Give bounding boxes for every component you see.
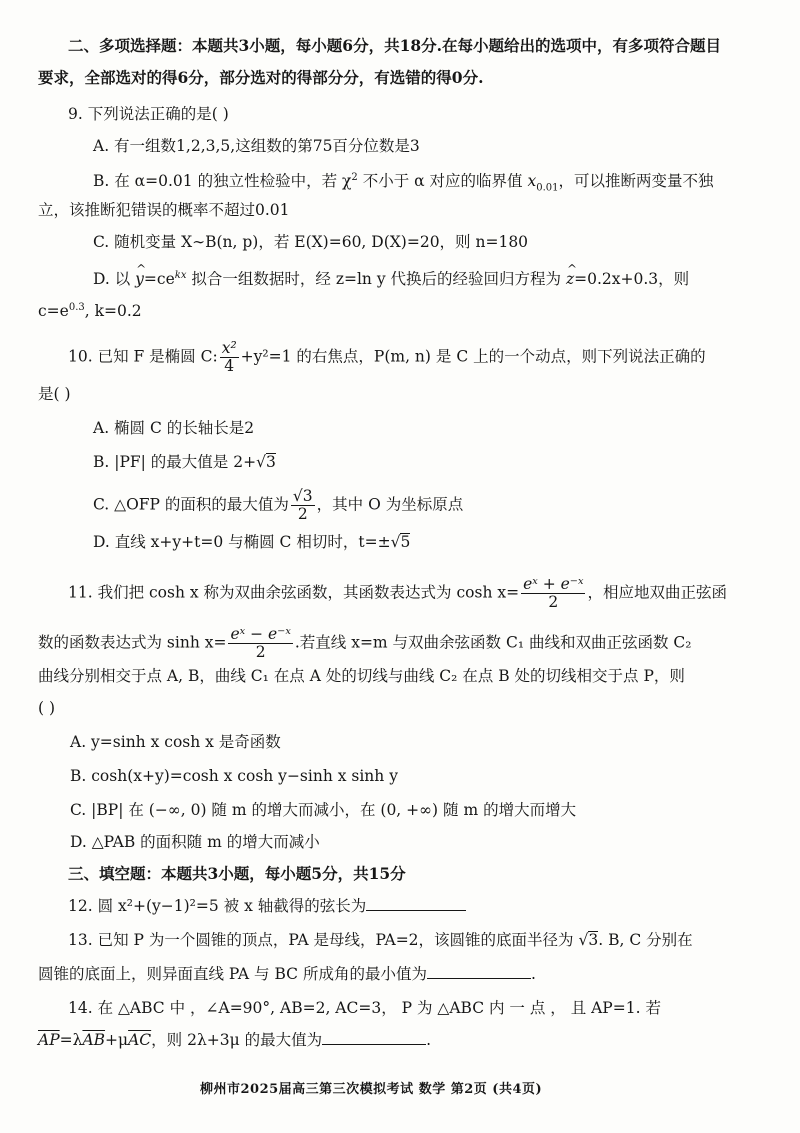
q11-line2: 数的函数表达式为 sinh x= $\frac{\text{eˣ − e⁻ˣ}}{2}$ .若直线 x=m 与双曲余弦函数 C₁ 曲线和双曲正弦函数 C₂ xyxy=(38,625,692,661)
q9-option-a: A. 有一组数1,2,3,5,这组数的第75百分位数是3 xyxy=(93,137,420,155)
section2-header: 二、多项选择题：本题共3小题，每小题6分，共18分.在每小题给出的选项中，有多项符合题目 xyxy=(68,36,722,55)
q11-stem: 11. 我们把 cosh x 称为双曲余弦函数，其函数表达式为 cosh x= $\frac{\text{eˣ + e⁻ˣ}}{2}$ ，相应地双曲正弦函 xyxy=(68,575,727,611)
q10-stem: 10. 已知 F 是椭圆 C: $\frac{\text{x²}}{4}$ +y²=1 的右焦点，P(m, n) 是 C 上的一个动点，则下列说法正确的 xyxy=(68,339,706,375)
q12-answer-blank xyxy=(366,896,466,911)
q9-option-d: D. 以 ^ $y=ce^{kx}$ 拟合一组数据时，经 z=ln y 代换后的经验回归方程为 ^ z=0.2x+0.3，则 xyxy=(93,266,689,289)
q13-line1: 13. 已知 P 为一个圆锥的顶点，PA 是母线，PA=2，该圆锥的底面半径为 √3. B, C 分别在 xyxy=(68,931,693,949)
q9-option-b-cont: 立，该推断犯错误的概率不超过0.01 xyxy=(38,201,290,219)
q11-option-a: A. y=sinh x cosh x 是奇函数 xyxy=(70,733,281,751)
page-footer: 柳州市2025届高三第三次模拟考试 数学 第2页 (共4页) xyxy=(200,1082,543,1097)
section2-header-cont: 要求，全部选对的得6分，部分选对的得部分分，有选错的得0分. xyxy=(38,68,484,87)
q11-option-c: C. |BP| 在 (−∞, 0) 随 m 的增大而减小，在 (0, +∞) 随 m 的增大而增大 xyxy=(70,801,577,819)
q10-option-b: B. |PF| 的最大值是 2+√3 xyxy=(93,453,276,471)
q10-option-c: C. △OFP 的面积的最大值为 $\frac{√3}{2}$ ，其中 O 为坐标原点 xyxy=(93,487,464,523)
q9-stem: 9. 下列说法正确的是( ) xyxy=(68,105,229,123)
q13-line2: 圆锥的底面上，则异面直线 PA 与 BC 所成角的最小值为 . xyxy=(38,965,536,983)
q12: 12. 圆 x²+(y−1)²=5 被 x 轴截得的弦长为 xyxy=(68,896,466,916)
q9-option-b: B. 在 α=0.01 的独立性检验中，若 $\chi^2$ 不小于 α 对应的临界值 $x_{0.01}$，可以推断两变量不独 xyxy=(93,172,714,194)
q11-line3: 曲线分别相交于点 A, B，曲线 C₁ 在点 A 处的切线与曲线 C₂ 在点 B 处的切线相交于点 P，则 xyxy=(38,667,685,685)
q10-option-a: A. 椭圆 C 的长轴长是2 xyxy=(93,419,255,437)
section3-header: 三、填空题：本题共3小题，每小题5分，共15分 xyxy=(68,864,406,883)
q14-answer-blank xyxy=(322,1030,426,1045)
q14-line1: 14. 在 △ABC 中 ，∠A=90°, AB=2, AC=3， P 为 △ABC 内 一 点 ， 且 AP=1. 若 xyxy=(68,999,661,1017)
q10-option-d: D. 直线 x+y+t=0 与椭圆 C 相切时，t=±√5 xyxy=(93,533,411,551)
q9-option-c: C. 随机变量 X∼B(n, p)，若 E(X)=60, D(X)=20，则 n=180 xyxy=(93,233,529,251)
q10-stem-cont: 是( ) xyxy=(38,385,71,403)
q11-line4: ( ) xyxy=(38,699,56,717)
q14-line2: $\overline{AP}=\lambda\overline{AB}+\mu\overline{AC}$，则 2λ+3μ 的最大值为 . xyxy=(38,1031,432,1049)
q11-option-b: B. cosh(x+y)=cosh x cosh y−sinh x sinh y xyxy=(70,767,398,785)
q13-answer-blank xyxy=(427,964,531,979)
q11-option-d: D. △PAB 的面积随 m 的增大而减小 xyxy=(70,833,320,851)
q9-option-d-cont: $c=e^{0.3}$, k=0.2 xyxy=(38,302,142,321)
